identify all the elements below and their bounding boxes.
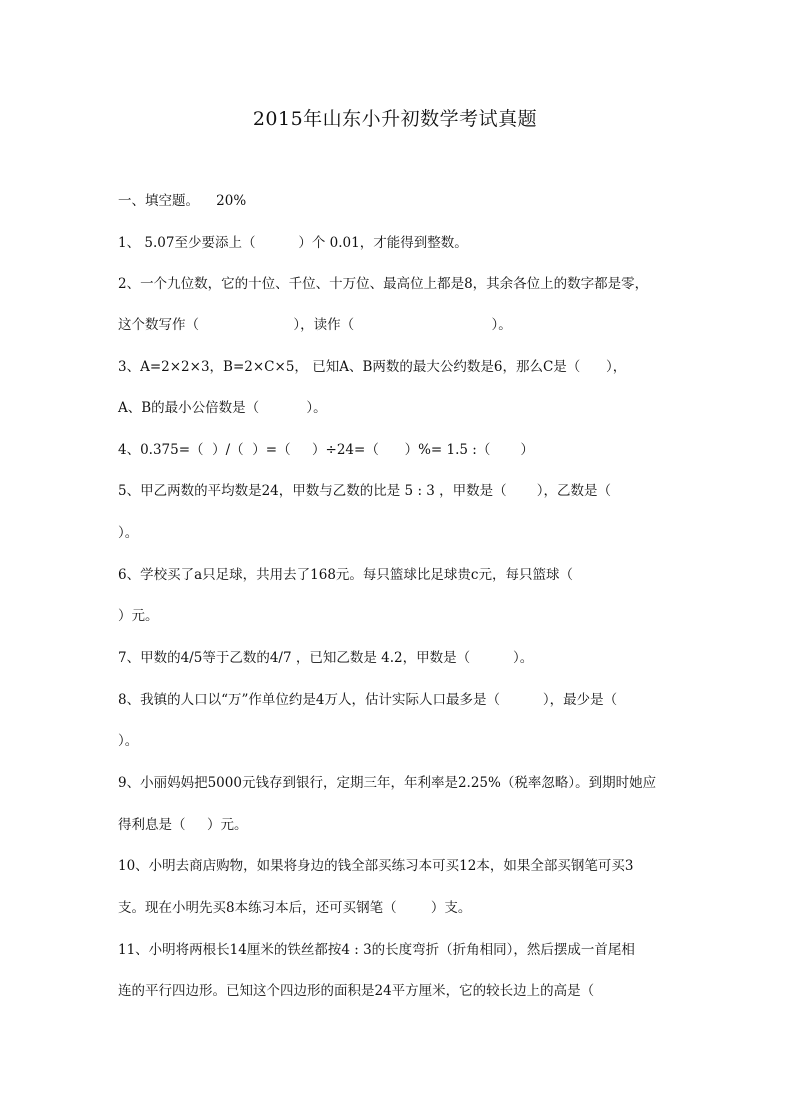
question-line-5b: ）。	[118, 525, 139, 541]
question-line-8a: 8、我镇的人口以“万”作单位约是4万人，估计实际人口最多是（ ），最少是（	[118, 692, 618, 708]
question-line-2a: 2、一个九位数，它的十位、千位、十万位、最高位上都是8，其余各位上的数字都是零，	[118, 276, 649, 292]
question-line-8b: ）。	[118, 733, 139, 749]
question-line-9b: 得利息是（ ）元。	[118, 817, 248, 833]
question-line-6a: 6、学校买了a只足球，共用去了168元。每只篮球比足球贵c元，每只篮球（	[118, 567, 573, 583]
question-line-3b: A、B的最小公倍数是（ ）。	[118, 400, 327, 416]
question-line-7: 7、甲数的4/5等于乙数的4/7 ，已知乙数是 4.2，甲数是（ ）。	[118, 650, 534, 666]
question-line-10a: 10、小明去商店购物，如果将身边的钱全部买练习本可买12本，如果全部买钢笔可买3	[118, 858, 634, 874]
question-line-9a: 9、小丽妈妈把5000元钱存到银行，定期三年，年利率是2.25%（税率忽略）。到期时她应	[118, 775, 657, 791]
section-heading: 一、填空题。 20%	[118, 193, 247, 209]
question-line-1: 1、 5.07至少要添上（ ）个 0.01，才能得到整数。	[118, 235, 468, 251]
question-line-3a: 3、A=2×2×3，B=2×C×5， 已知A、B两数的最大公约数是6，那么C是（ ），	[118, 359, 627, 375]
question-line-2b: 这个数写作（ ），读作（ ）。	[118, 317, 512, 333]
question-line-11b: 连的平行四边形。已知这个四边形的面积是24平方厘米，它的较长边上的高是（	[118, 983, 595, 999]
question-line-4: 4、0.375=（ ）/（ ）=（ ）÷24=（ ）%= 1.5 :（ ）	[118, 442, 534, 458]
page-title: 2015年山东小升初数学考试真题	[252, 108, 538, 130]
question-line-11a: 11、小明将两根长14厘米的铁丝都按4 : 3的长度弯折（折角相同），然后摆成一首尾相	[118, 942, 635, 958]
question-line-5a: 5、甲乙两数的平均数是24，甲数与乙数的比是 5 : 3 ，甲数是（ ），乙数是（	[118, 483, 611, 499]
question-line-6b: ）元。	[118, 608, 159, 624]
question-line-10b: 支。现在小明先买8本练习本后，还可买钢笔（ ）支。	[118, 900, 472, 916]
